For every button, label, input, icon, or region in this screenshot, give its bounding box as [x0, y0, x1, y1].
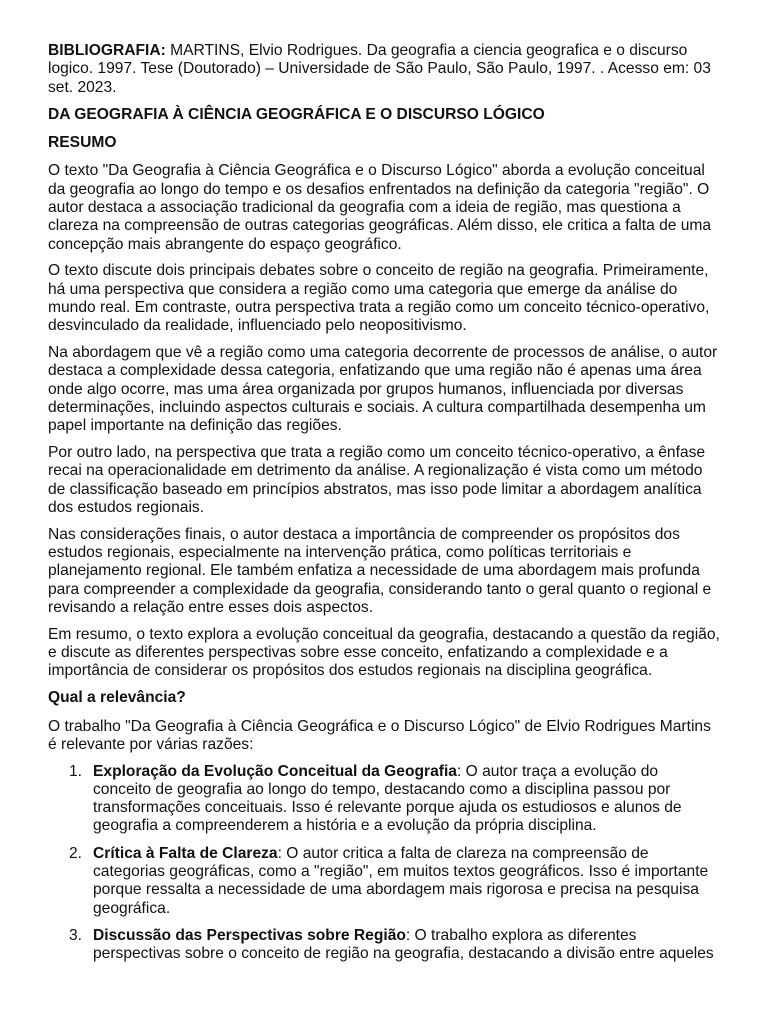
relevance-heading: Qual a relevância?: [48, 689, 186, 707]
paragraph: Em resumo, o texto explora a evolução conceitual da geografia, destacando a questão da região, e discute as diferentes perspectivas sobre esse conceito, enfatizando a complexidade e a importância de considerar os propósitos dos estudos regionais na disciplina geográfica.: [48, 625, 720, 680]
relevance-list: [48, 763, 720, 964]
resumo-heading: RESUMO: [48, 134, 117, 152]
document-title: DA GEOGRAFIA À CIÊNCIA GEOGRÁFICA E O DISCURSO LÓGICO: [48, 105, 545, 123]
list-item: [48, 845, 720, 918]
list-item-term: Crítica à Falta de Clareza: [93, 844, 278, 862]
paragraph: O texto "Da Geografia à Ciência Geográfica e o Discurso Lógico" aborda a evolução conceitual da geografia ao longo do tempo e os desafios enfrentados na definição da categoria "região". O autor destaca a associação tradicional da geografia com a ideia de região, mas questiona a clareza na compreensão de outras categorias geográficas. Além disso, ele critica a falta de uma concepção mais abrangente do espaço geográfico.: [48, 162, 712, 253]
list-item-number: 2.: [69, 844, 83, 862]
list-item-term: Discussão das Perspectivas sobre Região: [93, 926, 406, 944]
list-item-term: Exploração da Evolução Conceitual da Geografia: [93, 762, 457, 780]
paragraph: O texto discute dois principais debates sobre o conceito de região na geografia. Primeiramente, há uma perspectiva que considera a região como uma categoria que emerge da análise do mundo real. Em contraste, outra perspectiva trata a região como um conceito técnico-operativo, desvinculado da realidade, influenciado pelo neopositivismo.: [48, 262, 710, 335]
relevance-intro: O trabalho "Da Geografia à Ciência Geográfica e o Discurso Lógico" de Elvio Rodrigues Martins é relevante por várias razões:: [48, 717, 711, 753]
paragraph: Na abordagem que vê a região como uma categoria decorrente de processos de análise, o autor destaca a complexidade dessa categoria, enfatizando que uma região não é apenas uma área onde algo ocorre, mas uma área organizada por grupos humanos, influenciada por diversas determinações, incluindo aspectos culturais e sociais. A cultura compartilhada desempenha um papel importante na definição das regiões.: [48, 344, 718, 435]
paragraph: Por outro lado, na perspectiva que trata a região como um conceito técnico-operativo, a ênfase recai na operacionalidade em detrimento da análise. A regionalização é vista como um método de classificação baseado em princípios abstratos, mas isso pode limitar a abordagem analítica dos estudos regionais.: [48, 444, 706, 517]
list-item-number: 1.: [69, 762, 83, 780]
list-item: [48, 927, 720, 964]
bibliography-citation: [48, 42, 720, 97]
bibliography-label: BIBLIOGRAFIA:: [48, 42, 166, 59]
bibliography-text: MARTINS, Elvio Rodrigues. Da geografia a ciencia geografica e o discurso logico. 1997. Tese (Doutorado) – Universidade de São Paulo, São Paulo, 1997. . Acesso em: 03 set. 2023.: [48, 42, 711, 96]
list-item-text: : O autor critica a falta de clareza na compreensão de categorias geográficas, como a "região", em muitos textos geográficos. Isso é importante porque ressalta a necessidade de uma abordagem mais rigorosa e precisa na pesquisa geográfica.: [93, 844, 709, 917]
list-item-text: : O autor traça a evolução do conceito de geografia ao longo do tempo, destacando como a disciplina passou por transformações conceituais. Isso é relevante porque ajuda os estudiosos e alunos de geografia a compreenderem a história e a evolução da própria disciplina.: [93, 762, 682, 835]
list-item-text: : O trabalho explora as diferentes perspectivas sobre o conceito de região na geografia, destacando a divisão entre aqueles: [93, 926, 714, 963]
list-item-number: 3.: [69, 926, 83, 944]
list-item: [48, 763, 720, 836]
paragraph: Nas considerações finais, o autor destaca a importância de compreender os propósitos dos estudos regionais, especialmente na intervenção prática, como políticas territoriais e planejamento regional. Ele também enfatiza a necessidade de uma abordagem mais profunda para compreender a complexidade da geografia, considerando tanto o geral quanto o regional e revisando a relação entre esses dois aspectos.: [48, 525, 712, 617]
